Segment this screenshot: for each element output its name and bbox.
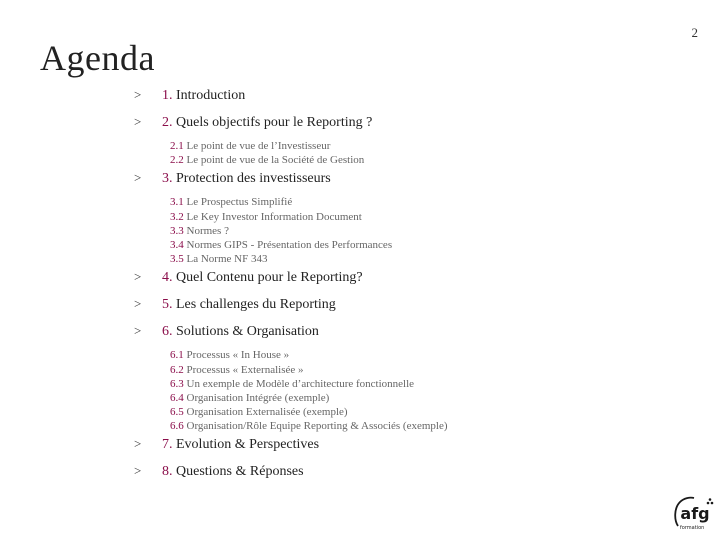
section-number: 1.: [162, 88, 173, 103]
subsection-number: 3.2: [170, 210, 184, 223]
subsection-number: 6.6: [170, 420, 184, 433]
section-title: [162, 171, 331, 187]
subsection-number: 3.3: [170, 224, 184, 237]
section-label: Solutions & Organisation: [176, 324, 319, 340]
agenda-section-8: [134, 463, 694, 490]
subsection-item: [170, 405, 694, 419]
subsection-item: [170, 377, 694, 391]
section-title: [162, 437, 319, 453]
agenda-section-5: [134, 296, 694, 323]
section-title: [162, 88, 245, 104]
subsection-item: [170, 139, 694, 153]
section-number: 7.: [162, 437, 173, 453]
subsection-item: [170, 391, 694, 405]
subsection-label: Un exemple de Modèle d’architecture fonctionnelle: [186, 377, 415, 390]
section-title: [162, 115, 372, 131]
agenda-section-3: [134, 170, 694, 266]
logo-dot: [709, 498, 712, 501]
subsection-label: La Norme NF 343: [186, 253, 268, 266]
subsection-item: [170, 224, 694, 238]
subsection-label: Processus « In House »: [186, 349, 290, 362]
subsection-number: 6.4: [170, 391, 184, 404]
subsection-label: Le Key Investor Information Document: [186, 210, 362, 223]
subsection-item: [170, 252, 694, 266]
section-row: [134, 296, 694, 323]
section-number: 5.: [162, 297, 173, 313]
subsection-label: Normes GIPS - Présentation des Performances: [186, 238, 393, 251]
chevron-right-icon: >: [134, 463, 142, 479]
subsection-label: Processus « Externalisée »: [186, 363, 304, 376]
section-row: [134, 114, 694, 139]
logo-dot: [711, 502, 714, 505]
subsection-number: 6.3: [170, 377, 184, 390]
subsection-list: [170, 195, 694, 266]
subsection-label: Le point de vue de l’Investisseur: [186, 140, 331, 152]
agenda-list: [134, 87, 694, 490]
subsection-item: [170, 195, 694, 209]
subsection-item: [170, 153, 694, 167]
subsection-number: 3.5: [170, 253, 184, 266]
subsection-label: Organisation Intégrée (exemple): [186, 391, 330, 404]
subsection-list: [170, 139, 694, 167]
subsection-item: [170, 210, 694, 224]
page-title: Agenda: [40, 38, 155, 78]
chevron-right-icon: >: [134, 323, 142, 339]
subsection-item: [170, 419, 694, 433]
chevron-right-icon: >: [134, 170, 142, 186]
section-title: [162, 464, 304, 480]
agenda-section-6: [134, 323, 694, 433]
subsection-number: 6.5: [170, 406, 184, 419]
section-row: [134, 170, 694, 195]
section-title: [162, 324, 319, 340]
subsection-number: 2.1: [170, 140, 184, 152]
section-label: Les challenges du Reporting: [176, 297, 336, 313]
chevron-right-icon: >: [134, 114, 142, 129]
agenda-section-1: [134, 87, 694, 114]
section-label: Evolution & Perspectives: [176, 437, 320, 453]
section-label: Protection des investisseurs: [176, 171, 331, 187]
afg-formation-logo: [672, 496, 716, 532]
section-number: 8.: [162, 464, 173, 480]
section-label: Quels objectifs pour le Reporting ?: [176, 115, 373, 130]
section-row: [134, 87, 694, 114]
subsection-item: [170, 348, 694, 362]
logo-caption: formation: [680, 525, 705, 531]
subsection-label: Le Prospectus Simplifié: [186, 196, 293, 209]
chevron-right-icon: >: [134, 296, 142, 312]
section-title: [162, 270, 363, 286]
section-row: [134, 463, 694, 490]
subsection-number: 3.1: [170, 196, 184, 209]
subsection-label: Organisation/Rôle Equipe Reporting & Associés (exemple): [186, 420, 448, 433]
section-number: 4.: [162, 270, 173, 286]
section-title: [162, 297, 336, 313]
section-label: Introduction: [176, 88, 246, 103]
section-row: [134, 323, 694, 348]
section-number: 6.: [162, 324, 173, 340]
section-label: Questions & Réponses: [176, 464, 304, 480]
section-row: [134, 436, 694, 463]
agenda-section-2: [134, 114, 694, 167]
chevron-right-icon: >: [134, 87, 142, 102]
subsection-label: Organisation Externalisée (exemple): [186, 406, 348, 419]
subsection-number: 6.2: [170, 363, 184, 376]
agenda-section-4: [134, 269, 694, 296]
chevron-right-icon: >: [134, 436, 142, 452]
section-number: 3.: [162, 171, 173, 187]
subsection-item: [170, 238, 694, 252]
subsection-item: [170, 363, 694, 377]
subsection-list: [170, 348, 694, 433]
chevron-right-icon: >: [134, 269, 142, 285]
logo-text: afg: [680, 504, 710, 523]
section-number: 2.: [162, 115, 173, 130]
subsection-number: 2.2: [170, 154, 184, 167]
page-number: 2: [691, 25, 698, 40]
subsection-label: Normes ?: [186, 224, 229, 237]
subsection-number: 6.1: [170, 349, 184, 362]
agenda-section-7: [134, 436, 694, 463]
section-row: [134, 269, 694, 296]
subsection-number: 3.4: [170, 238, 184, 251]
subsection-label: Le point de vue de la Société de Gestion: [186, 154, 365, 167]
section-label: Quel Contenu pour le Reporting?: [176, 270, 363, 286]
